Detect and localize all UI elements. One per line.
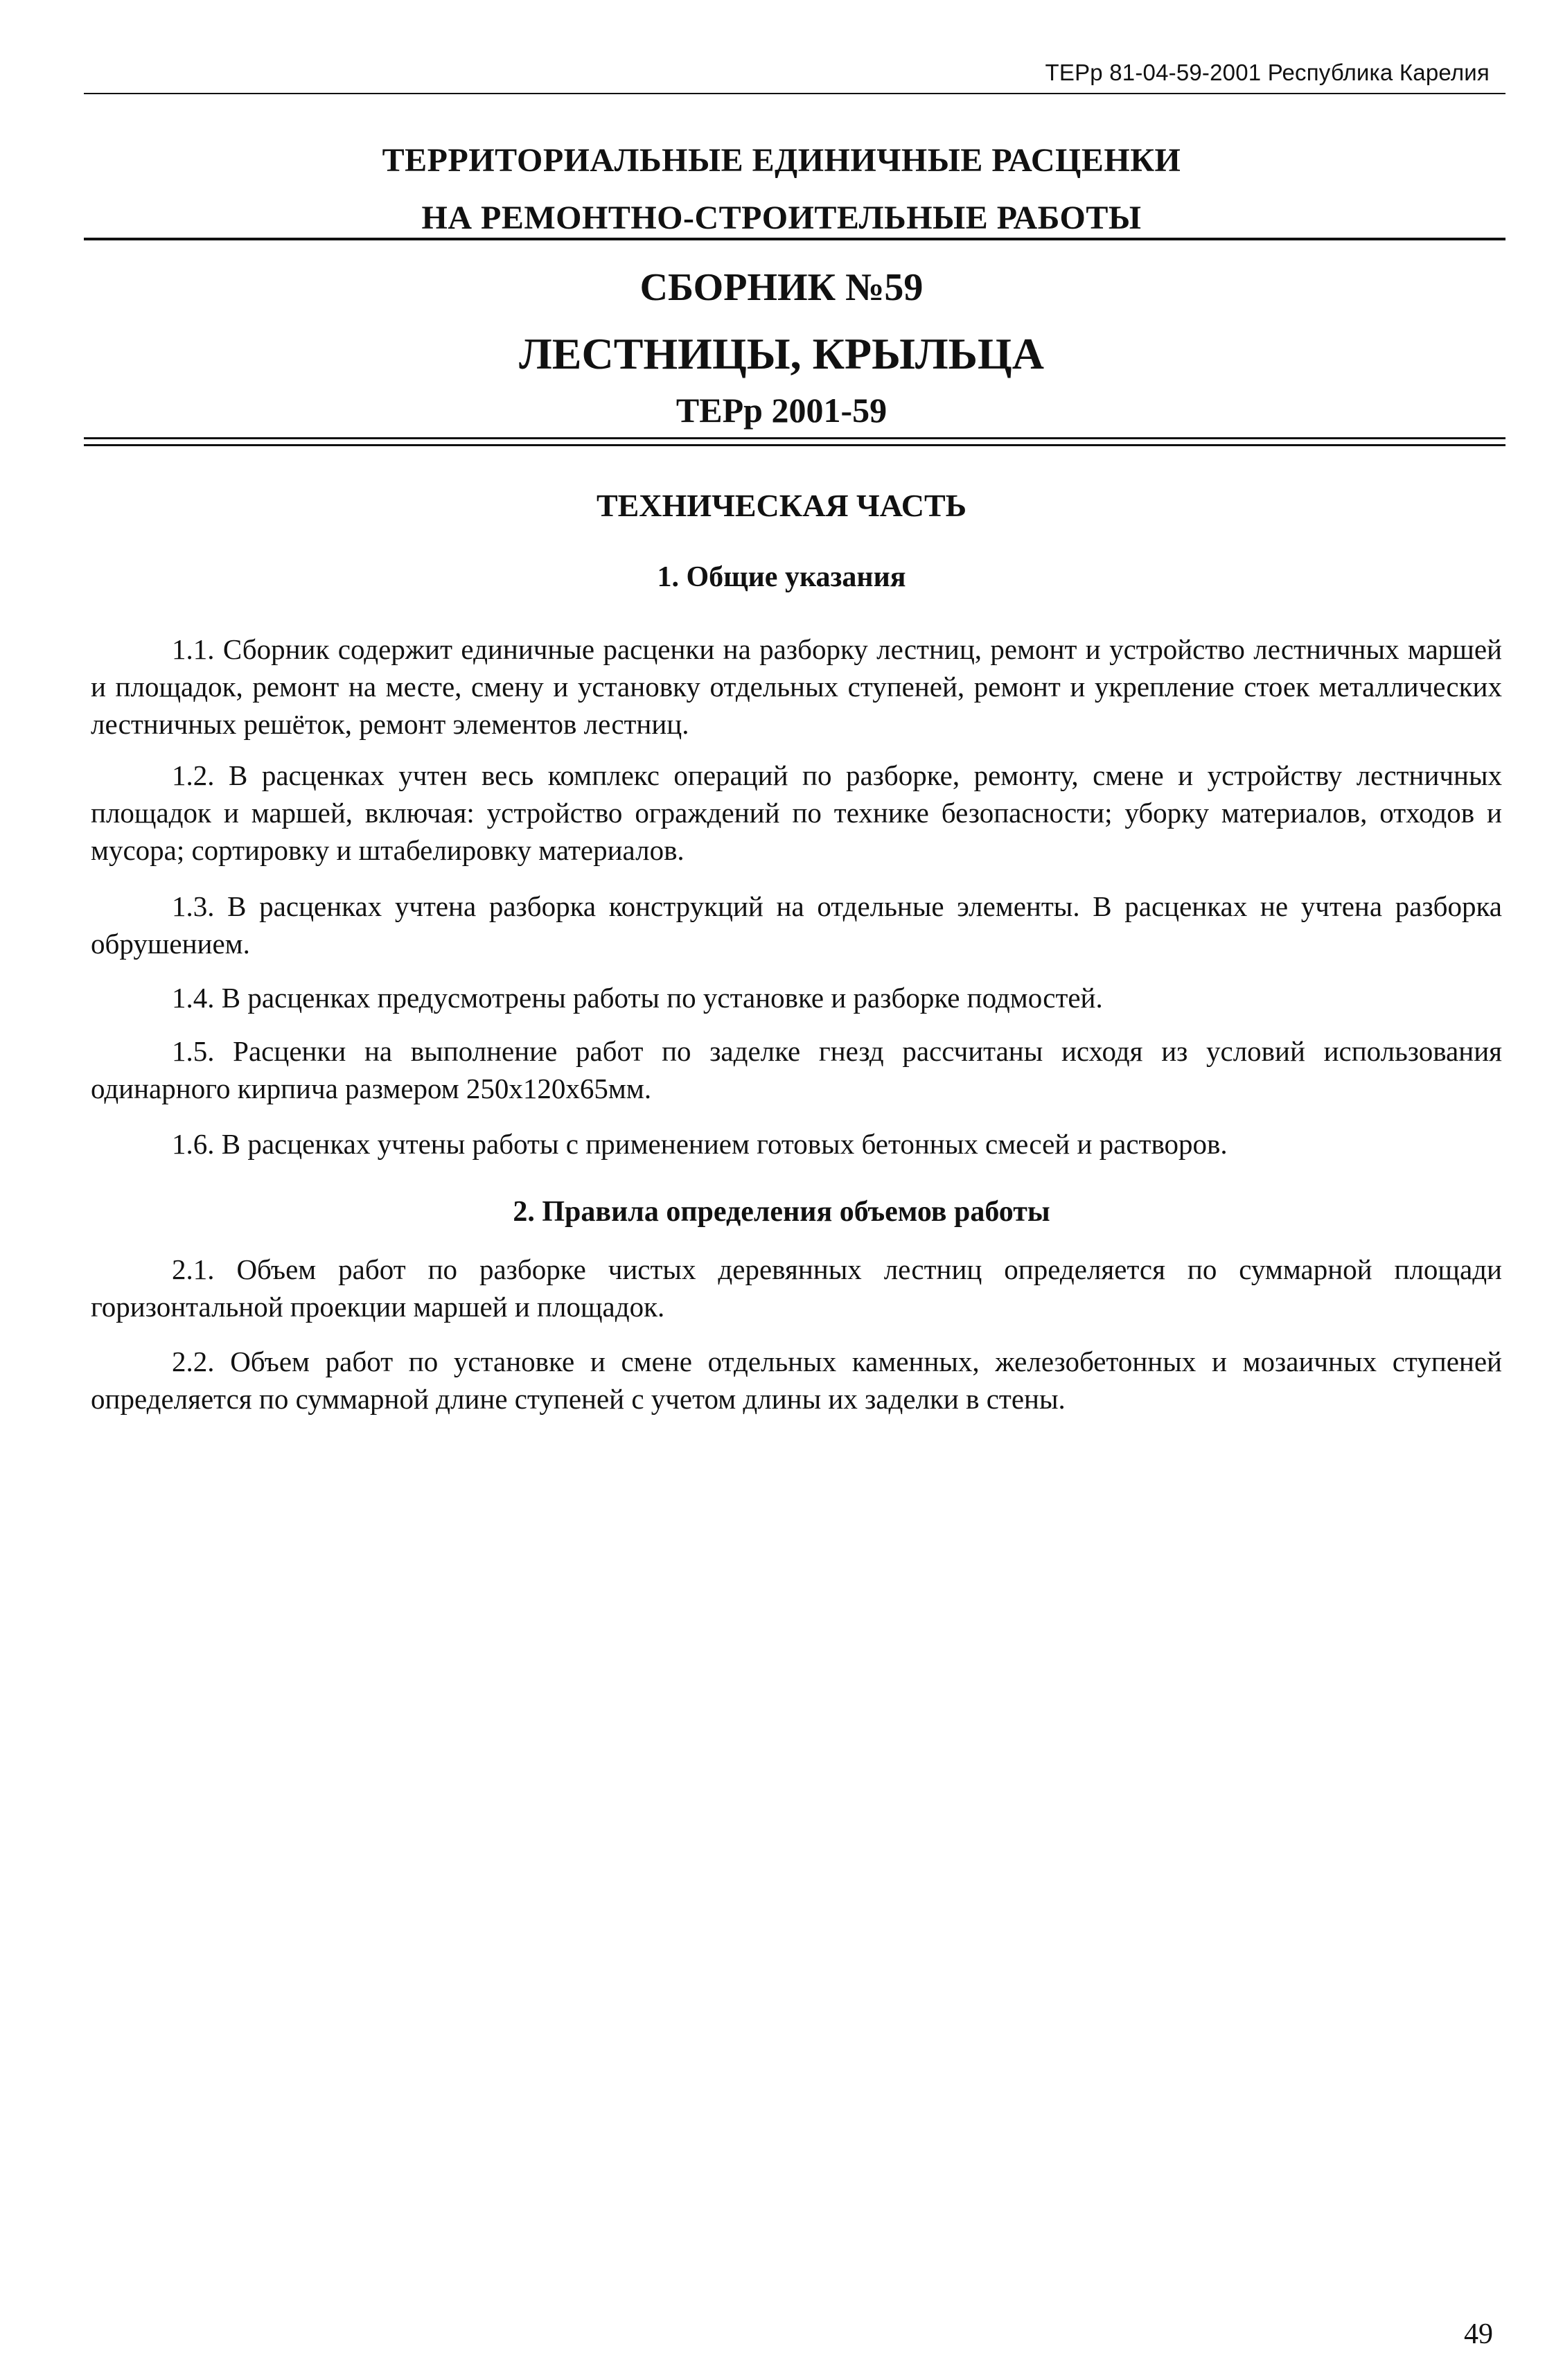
paragraph-1-5: 1.5. Расценки на выполнение работ по заделке гнезд рассчитаны исходя из условий использования одинарного кирпича размером 250х120х65мм. (91, 1035, 1502, 1104)
collection-code: ТЕРр 2001-59 (675, 391, 888, 430)
paragraph-1-6: 1.6. В расценках учтены работы с применением готовых бетонных смесей и растворов. (172, 1128, 1228, 1160)
collection-number: СБОРНИК №59 (639, 266, 924, 309)
paragraph-1-1: 1.1. Сборник содержит единичные расценки на разборку лестниц, ремонт и устройство лестничных маршей и площадок, ремонт на месте, смену и установку отдельных ступеней, ремонт и укрепление стоек металлических лестничных решёток, ремонт элементов лестниц. (91, 633, 1502, 740)
paragraph-1-4: 1.4. В расценках предусмотрены работы по установке и разборке подмостей. (172, 982, 1103, 1014)
document-title-line-2: НА РЕМОНТНО-СТРОИТЕЛЬНЫЕ РАБОТЫ (421, 200, 1142, 236)
section-1-heading: 1. Общие указания (657, 561, 906, 593)
title-divider (84, 238, 1505, 240)
double-divider-top (84, 437, 1505, 439)
section-2-heading: 2. Правила определения объемов работы (513, 1196, 1050, 1228)
paragraph-1-2: 1.2. В расценках учтен весь комплекс операций по разборке, ремонту, смене и устройству лестничных площадок и маршей, включая: устройство ограждений по технике безопасности; уборку материалов, отходов и мусора; сортировку и штабелировку материалов. (91, 759, 1502, 866)
paragraph-2-2: 2.2. Объем работ по установке и смене отдельных каменных, железобетонных и мозаичных ступеней определяется по суммарной длине ступеней с учетом длины их заделки в стены. (91, 1346, 1502, 1415)
paragraph-2-1: 2.1. Объем работ по разборке чистых деревянных лестниц определяется по суммарной площади горизонтальной проекции маршей и площадок. (91, 1253, 1502, 1323)
running-header: ТЕРр 81-04-59-2001 Республика Карелия (1045, 60, 1490, 85)
double-divider-bottom (84, 444, 1505, 446)
technical-part-heading: ТЕХНИЧЕСКАЯ ЧАСТЬ (596, 488, 967, 523)
collection-subject: ЛЕСТНИЦЫ, КРЫЛЬЦА (519, 329, 1044, 378)
paragraph-1-3: 1.3. В расценках учтена разборка конструкций на отдельные элементы. В расценках не учтена разборка обрушением. (91, 890, 1502, 960)
page-number: 49 (1464, 2318, 1493, 2350)
header-divider (84, 93, 1505, 94)
document-title-line-1: ТЕРРИТОРИАЛЬНЫЕ ЕДИНИЧНЫЕ РАСЦЕНКИ (382, 142, 1181, 179)
